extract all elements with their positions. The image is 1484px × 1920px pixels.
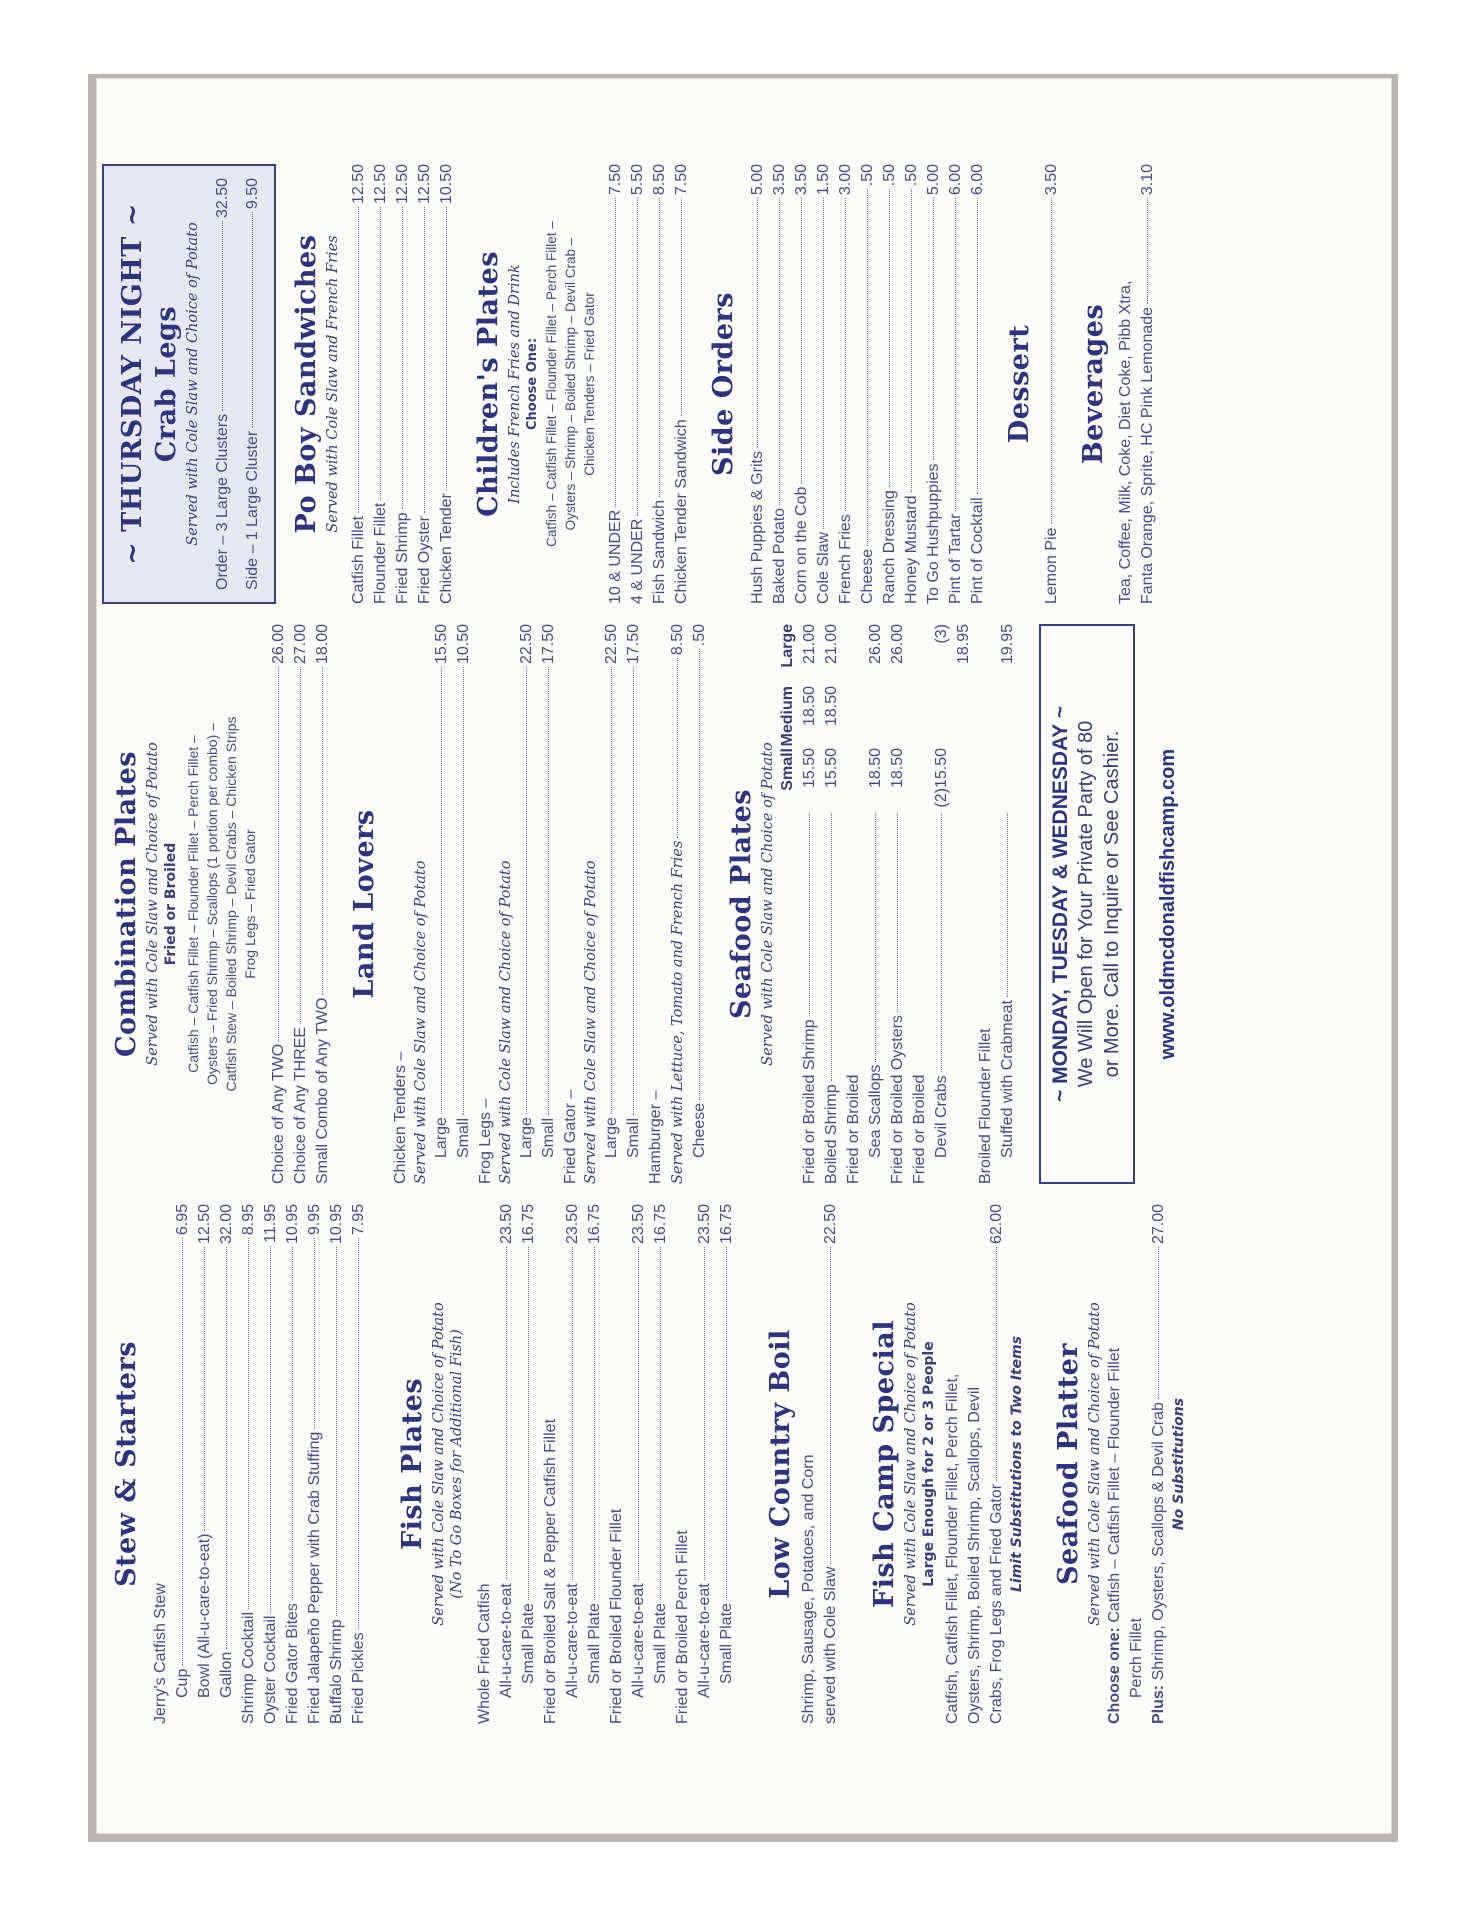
stew-list — [172, 1204, 370, 1724]
menu-item: Chicken Tender Sandwich 7.50 — [673, 164, 690, 604]
menu-item: Served with Lettuce, Tomato and French Fries 8.50 — [669, 624, 686, 1184]
fish-group: Fried or Broiled Flounder Fillet All-u-care-to-eat 23.50 Small Plate 16.75 — [608, 1204, 669, 1724]
land-item-desc: Served with Cole Slaw and Choice of Potato — [583, 860, 599, 1184]
combo-heading: Combination Plates — [111, 751, 142, 1057]
land-item-desc: Served with Cole Slaw and Choice of Potato — [498, 860, 514, 1184]
menu-item: Corn on the Cob 3.50 — [793, 164, 810, 604]
menu-item: Hush Puppies & Grits 5.00 — [749, 164, 766, 604]
platter-plus-row: Plus: Shrimp, Oysters, Scallops & Devil Crab 27.00 — [1150, 1204, 1167, 1724]
menu-item: Side – 1 Large Cluster 9.50 — [244, 178, 261, 590]
menu-item: Cheese .50 — [859, 164, 876, 604]
poboy-subtitle: Served with Cole Slaw and French Fries — [325, 235, 341, 533]
menu-item: Fried Oyster 12.50 — [416, 164, 433, 604]
stew-heading: Stew & Starters — [111, 1341, 142, 1587]
menu-item: 10 & UNDER 7.50 — [607, 164, 624, 604]
beverages-line: Tea, Coffee, Milk, Coke, Diet Coke, Pibb Xtra, — [1117, 280, 1134, 604]
menu-item: Buffalo Shrimp 10.95 — [328, 1204, 345, 1724]
children-note: Chicken Tenders – Fried Gator — [582, 292, 597, 476]
menu-item: Ranch Dressing .50 — [881, 164, 898, 604]
fish-heading: Fish Plates — [397, 1377, 428, 1551]
platter-heading: Seafood Platter — [1053, 1343, 1084, 1585]
land-item-name: Frog Legs – — [477, 1098, 494, 1184]
fish-subtitle-2: (No To Go Boxes for Additional Fish) — [449, 1329, 465, 1599]
menu-column-right — [96, 164, 1159, 604]
lowcountry-price-row: served with Cole Slaw 22.50 — [822, 1204, 839, 1724]
combo-subtitle-2: Fried or Broiled — [163, 842, 179, 966]
menu-item: Cheese .50 — [691, 624, 708, 1158]
platter-choose-2: Perch Fillet — [1128, 1617, 1145, 1698]
menu-item: Chicken Tender 10.50 — [438, 164, 455, 604]
menu-column-middle — [96, 624, 1180, 1184]
menu-item: Fried Shrimp 12.50 — [394, 164, 411, 604]
menu-item: Flounder Fillet 12.50 — [372, 164, 389, 604]
menu-item: 4 & UNDER 5.50 — [629, 164, 646, 604]
fish-subtitle: Served with Cole Slaw and Choice of Potato — [431, 1302, 447, 1626]
combo-note: Frog Legs – Fried Gator — [242, 829, 258, 979]
menu-item: French Fries 3.00 — [837, 164, 854, 604]
private-party-line: We Will Open for Your Private Party of 80 — [1075, 720, 1097, 1088]
beverages-price-row: Fanta Orange, Sprite, HC Pink Lemonade 3.10 — [1139, 164, 1156, 604]
menu-page — [96, 78, 1392, 1834]
seafood-heading: Seafood Plates — [726, 789, 757, 1019]
seafood-row: Boiled Shrimp 15.50 18.50 21.00 — [823, 624, 840, 1184]
private-party-line: or More. Call to Inquire or See Cashier. — [1101, 730, 1123, 1078]
platter-nosub: No Substitutions — [1171, 1397, 1187, 1531]
beverages-heading: Beverages — [1078, 303, 1109, 465]
fishcamp-limit: Limit Substitutions to Two Items — [1009, 1335, 1025, 1593]
menu-item: Small Combo of Any TWO 18.00 — [314, 624, 331, 1184]
menu-item: Honey Mustard .50 — [903, 164, 920, 604]
menu-content-rotated — [96, 78, 1392, 1834]
combo-note: Catfish Stew – Boiled Shrimp – Devil Crabs – Chicken Strips — [223, 716, 239, 1092]
fishcamp-line: Oysters, Shrimp, Boiled Shrimp, Scallops, Devil — [966, 1387, 983, 1724]
seafood-row-label: Fried or Broiled — [845, 1074, 862, 1184]
children-note: Catfish – Catfish Fillet – Flounder Fillet – Perch Fillet – — [544, 221, 559, 547]
seafood-size-header: Small Medium Large — [779, 624, 796, 791]
seafood-subtitle: Served with Cole Slaw and Choice of Potato — [760, 742, 776, 1066]
fishcamp-line: Catfish, Catfish Fillet, Flounder Fillet, Perch Fillet, — [944, 1373, 961, 1724]
platter-choose: Choose one: Catfish – Catfish Fillet – Flounder Fillet — [1106, 1347, 1123, 1724]
land-heading: Land Lovers — [349, 809, 380, 999]
lowcountry-desc: Shrimp, Sausage, Potatoes, and Corn — [800, 1454, 817, 1724]
menu-item: Cup 6.95 — [174, 1204, 191, 1698]
menu-item: Choice of Any THREE 27.00 — [292, 624, 309, 1184]
menu-item: Choice of Any TWO 26.00 — [270, 624, 287, 1184]
fish-group: Fried or Broiled Perch Fillet All-u-care-to-eat 23.50 Small Plate 16.75 — [674, 1204, 735, 1724]
children-note: Oysters – Shrimp – Boiled Shrimp – Devil Crab – — [563, 237, 578, 531]
seafood-row: Fried or Broiled Shrimp 15.50 18.50 21.00 — [801, 624, 818, 1184]
menu-item: Cole Slaw 1.50 — [815, 164, 832, 604]
poboy-heading: Po Boy Sandwiches — [291, 234, 322, 534]
land-item-desc: Served with Cole Slaw and Choice of Potato — [413, 860, 429, 1184]
thursday-heading: ~ THURSDAY NIGHT ~ — [117, 203, 148, 565]
menu-item: Shrimp Cocktail 8.95 — [240, 1204, 257, 1724]
combo-note: Catfish – Catfish Fillet – Flounder Fillet – Perch Fillet – — [185, 735, 201, 1073]
fish-group: Whole Fried Catfish All-u-care-to-eat 23.50 Small Plate 16.75 — [476, 1204, 537, 1724]
fish-group: Fried or Broiled Salt & Pepper Catfish Fillet All-u-care-to-eat 23.50 Small Plate 16.75 — [542, 1204, 603, 1724]
jerrys-stew-label: Jerry's Catfish Stew — [152, 1583, 169, 1724]
menu-item: Small 17.50 — [625, 624, 642, 1158]
children-subtitle: Includes French Fries and Drink — [507, 264, 523, 504]
menu-item: Small 10.50 — [455, 624, 472, 1158]
sides-heading: Side Orders — [708, 292, 739, 476]
private-party-title: ~ MONDAY, TUESDAY & WEDNESDAY ~ — [1049, 705, 1072, 1103]
menu-item: Large 15.50 — [433, 624, 450, 1158]
fishcamp-subtitle: Served with Cole Slaw and Choice of Potato — [903, 1302, 919, 1626]
children-choose: Choose One: — [525, 337, 540, 431]
combo-note: Oysters – Fried Shrimp – Scallops (1 portion per combo) – — [204, 723, 220, 1085]
menu-column-left — [96, 1204, 1188, 1724]
seafood-row-label: Broiled Flounder Fillet — [977, 1028, 994, 1184]
menu-item: Fish Sandwich 8.50 — [651, 164, 668, 604]
menu-item: Fried Gator Bites 10.95 — [284, 1204, 301, 1724]
crablegs-heading: Crab Legs — [151, 305, 182, 463]
menu-item: Bowl (All-u-care-to-eat) 12.50 — [196, 1204, 213, 1698]
menu-item: Baked Potato 3.50 — [771, 164, 788, 604]
dessert-heading: Dessert — [1004, 324, 1035, 444]
fishcamp-price-row: Crabs, Frog Legs and Fried Gator 62.00 — [988, 1204, 1005, 1724]
land-item-name: Hamburger – — [647, 1090, 664, 1184]
menu-item: Catfish Fillet 12.50 — [350, 164, 367, 604]
thursday-box — [102, 164, 276, 604]
seafood-row: Devil Crabs (2)15.50 (3) 18.95 — [933, 624, 972, 1158]
children-heading: Children's Plates — [473, 251, 504, 517]
menu-item: Oyster Cocktail 11.95 — [262, 1204, 279, 1724]
menu-item: Fried Jalapeño Pepper with Crab Stuffing 9.95 — [306, 1204, 323, 1724]
land-item-name: Chicken Tenders – — [392, 1051, 409, 1184]
menu-item: Order – 3 Large Clusters 32.50 — [214, 178, 231, 590]
menu-item: Lemon Pie 3.50 — [1043, 164, 1060, 604]
combo-subtitle: Served with Cole Slaw and Choice of Potato — [145, 742, 161, 1066]
menu-item: Fried Pickles 7.95 — [350, 1204, 367, 1724]
seafood-row: Stuffed with Crabmeat 19.95 — [999, 624, 1016, 1158]
fishcamp-size: Large Enough for 2 or 3 People — [921, 1341, 937, 1587]
private-party-box — [1039, 624, 1135, 1184]
menu-item: Large 22.50 — [518, 624, 535, 1158]
menu-item: Small 17.50 — [540, 624, 557, 1158]
land-item-name: Fried Gator – — [562, 1089, 579, 1184]
menu-item: Pint of Cocktail 6.00 — [969, 164, 986, 604]
fishcamp-heading: Fish Camp Special — [869, 1320, 900, 1608]
seafood-row-label: Fried or Broiled — [911, 1074, 928, 1184]
menu-item: To Go Hushpuppies 5.00 — [925, 164, 942, 604]
platter-subtitle: Served with Cole Slaw and Choice of Potato — [1087, 1302, 1103, 1626]
menu-item: Large 22.50 — [603, 624, 620, 1158]
menu-item: Gallon 32.00 — [218, 1204, 235, 1698]
menu-item: Pint of Tartar 6.00 — [947, 164, 964, 604]
thursday-subtitle: Served with Cole Slaw and Choice of Potato — [185, 222, 201, 546]
website-link[interactable]: www.oldmcdonaldfishcamp.com — [1157, 748, 1179, 1060]
seafood-row: Sea Scallops 18.50 26.00 — [867, 624, 884, 1158]
seafood-row: Fried or Broiled Oysters 18.50 26.00 — [889, 624, 906, 1184]
lowcountry-heading: Low Country Boil — [765, 1329, 796, 1599]
